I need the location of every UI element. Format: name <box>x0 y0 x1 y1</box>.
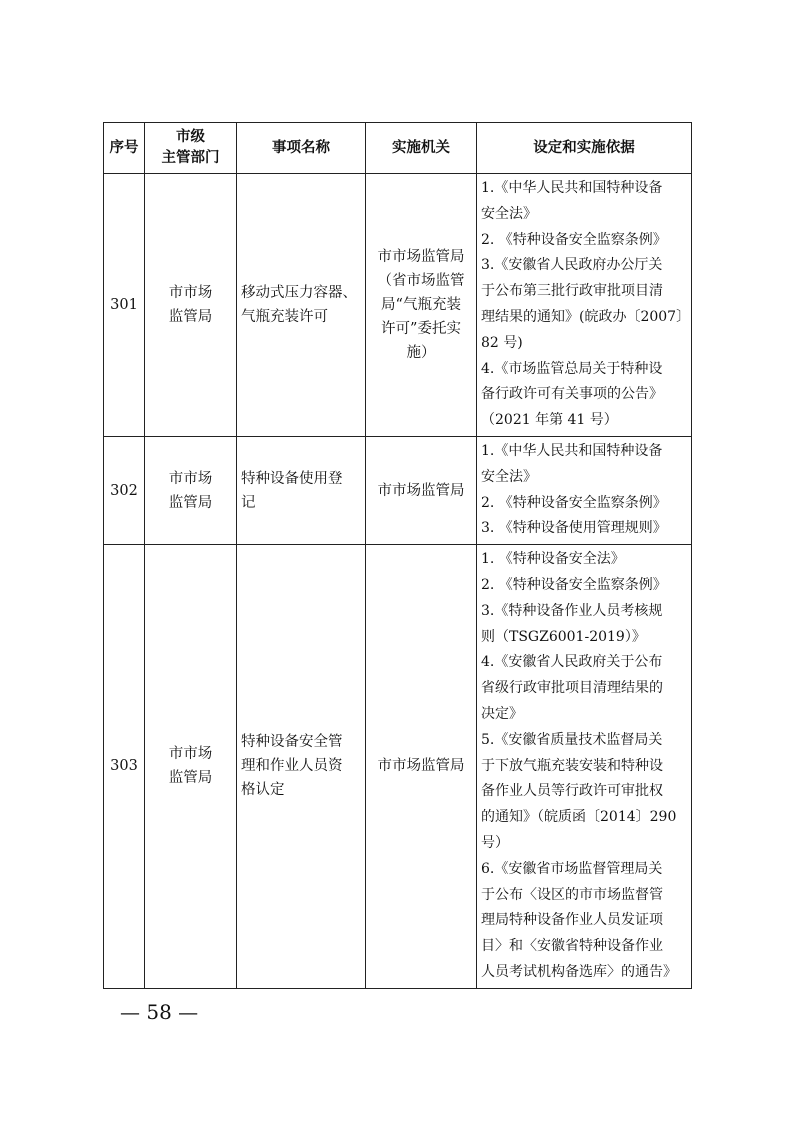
department-line: 监管局 <box>168 308 213 325</box>
basis-line: 人员考试机构备选库〉的通告》 <box>481 963 677 980</box>
basis-line: 理结果的通知》(皖政办〔2007〕 <box>481 308 691 325</box>
basis-line: 理局特种设备作业人员发证项 <box>481 912 663 929</box>
basis-line: 备作业人员等行政许可审批权 <box>481 783 663 800</box>
basis-line: 2. 《特种设备安全监察条例》 <box>481 494 667 511</box>
basis-line: 于公布〈设区的市市场监督管 <box>481 886 663 903</box>
header-row <box>104 123 692 174</box>
basis-line: 5.《安徽省质量技术监督局关 <box>481 731 663 748</box>
header-number: 序号 <box>104 123 145 174</box>
row-agency <box>366 545 477 989</box>
row-number: 303 <box>104 545 145 989</box>
row-item-name <box>237 436 366 544</box>
basis-line: 4.《市场监管总局关于特种设 <box>481 360 663 377</box>
item-name-line: 理和作业人员资 <box>241 758 343 775</box>
basis-line: 3. 《特种设备使用管理规则》 <box>481 520 667 537</box>
row-agency <box>366 174 477 437</box>
agency-line: 市市场监管局 <box>377 758 465 775</box>
page-number: — 58 — <box>120 1000 199 1024</box>
row-agency <box>366 436 477 544</box>
basis-line: 则（TSGZ6001-2019）》 <box>481 628 646 645</box>
agency-line: （省市场监管 <box>377 272 465 289</box>
basis-line: 2. 《特种设备安全监察条例》 <box>481 231 667 248</box>
row-number: 301 <box>104 174 145 437</box>
department-line: 市市场 <box>168 470 213 487</box>
basis-line: 1.《中华人民共和国特种设备 <box>481 442 663 459</box>
basis-line: 于公布第三批行政审批项目清 <box>481 283 663 300</box>
row-department <box>145 174 237 437</box>
basis-line: （2021 年第 41 号） <box>481 412 618 429</box>
department-line: 监管局 <box>168 770 213 787</box>
row-basis <box>477 174 692 437</box>
basis-line: 号） <box>481 834 509 851</box>
header-basis: 设定和实施依据 <box>477 123 692 174</box>
row-basis <box>477 436 692 544</box>
department-line: 市市场 <box>168 746 213 763</box>
row-number: 302 <box>104 436 145 544</box>
agency-line: 局“气瓶充装 <box>381 296 461 313</box>
agency-line: 市市场监管局 <box>377 248 465 265</box>
basis-line: 于下放气瓶充装安装和特种设 <box>481 757 663 774</box>
table-row <box>104 436 692 544</box>
basis-line: 1.《中华人民共和国特种设备 <box>481 180 663 196</box>
basis-line: 决定》 <box>481 705 523 722</box>
agency-line: 施） <box>406 344 436 361</box>
basis-line: 备行政许可有关事项的公告》 <box>481 386 663 403</box>
basis-line: 3.《特种设备作业人员考核规 <box>481 602 663 619</box>
basis-line: 省级行政审批项目清理结果的 <box>481 680 663 697</box>
items-table <box>103 122 692 989</box>
basis-line: 目〉和〈安徽省特种设备作业 <box>481 938 663 955</box>
basis-line: 3.《安徽省人民政府办公厅关 <box>481 257 663 274</box>
row-item-name <box>237 174 366 437</box>
row-item-name <box>237 545 366 989</box>
department-line: 市市场 <box>168 284 213 301</box>
basis-line: 安全法》 <box>481 468 537 485</box>
row-department <box>145 545 237 989</box>
table-row <box>104 545 692 989</box>
item-name-line: 格认定 <box>241 782 285 799</box>
basis-line: 4.《安徽省人民政府关于公布 <box>481 654 663 671</box>
table-row <box>104 174 692 437</box>
basis-line: 安全法》 <box>481 205 537 222</box>
item-name-line: 气瓶充装许可 <box>241 308 328 325</box>
basis-line: 6.《安徽省市场监督管理局关 <box>481 860 663 877</box>
header-department-line1: 市级 <box>176 129 205 145</box>
department-line: 监管局 <box>168 494 213 511</box>
header-agency: 实施机关 <box>366 123 477 174</box>
item-name-line: 记 <box>241 494 256 511</box>
basis-line: 82 号) <box>481 334 523 351</box>
header-item-name: 事项名称 <box>237 123 366 174</box>
header-department-line2: 主管部门 <box>161 150 220 166</box>
item-name-line: 特种设备安全管 <box>241 734 343 751</box>
item-name-line: 移动式压力容器、 <box>241 284 357 301</box>
row-basis <box>477 545 692 989</box>
header-department <box>145 123 237 174</box>
item-name-line: 特种设备使用登 <box>241 470 343 487</box>
agency-line: 许可”委托实 <box>381 320 461 337</box>
agency-line: 市市场监管局 <box>377 482 465 499</box>
basis-line: 1. 《特种设备安全法》 <box>481 551 625 568</box>
basis-line: 2. 《特种设备安全监察条例》 <box>481 576 667 593</box>
row-department <box>145 436 237 544</box>
basis-line: 的通知》（皖质函〔2014〕290 <box>481 809 677 826</box>
